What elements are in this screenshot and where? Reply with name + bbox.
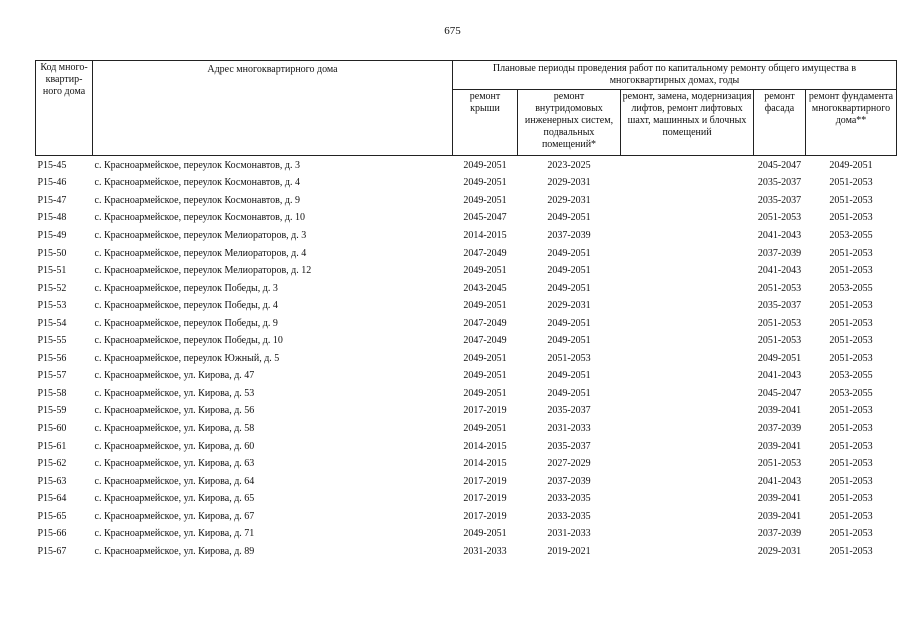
row-address: с. Красноармейское, переулок Победы, д. 3 [94,282,278,294]
row-elevators-period [621,280,754,298]
row-code: P15-65 [37,510,67,522]
row-systems-period: 2049-2051 [547,212,591,224]
row-systems-period: 2035-2037 [547,405,591,417]
row-facade-period: 2037-2039 [757,528,802,540]
row-foundation-period: 2051-2053 [829,265,873,277]
row-systems-period: 2031-2033 [547,422,591,434]
row-address: с. Красноармейское, переулок Мелиораторов, д. 3 [94,229,307,241]
row-elevators-period [621,156,754,175]
row-elevators-period [621,227,754,245]
row-facade-period: 2041-2043 [757,370,802,382]
table-row [36,385,897,403]
row-foundation-period: 2051-2053 [829,300,873,312]
table-row [36,490,897,508]
row-facade-period: 2041-2043 [757,475,802,487]
row-systems-period: 2033-2035 [547,510,591,522]
row-elevators-period [621,438,754,456]
table-row [36,156,897,175]
table-body [36,156,897,561]
row-foundation-period: 2051-2053 [829,194,873,206]
row-systems-period: 2029-2031 [547,194,591,206]
row-address: с. Красноармейское, переулок Победы, д. 4 [94,300,278,312]
header-roof: ремонт крыши [453,89,518,155]
row-address: с. Красноармейское, переулок Космонавтов, д. 9 [94,194,300,206]
row-foundation-period: 2051-2053 [829,422,873,434]
row-facade-period: 2039-2041 [757,493,802,505]
row-address: с. Красноармейское, переулок Мелиораторов, д. 4 [94,247,307,259]
row-code: P15-54 [37,317,67,329]
row-facade-period: 2041-2043 [757,229,802,241]
row-elevators-period [621,368,754,386]
row-foundation-period: 2053-2055 [829,387,873,399]
row-roof-period: 2049-2051 [463,194,507,206]
row-elevators-period [621,262,754,280]
table-row [36,543,897,561]
row-roof-period: 2049-2051 [463,422,507,434]
row-code: P15-60 [37,422,67,434]
row-code: P15-47 [37,194,67,206]
row-facade-period: 2049-2051 [757,352,802,364]
row-elevators-period [621,332,754,350]
row-facade-period: 2051-2053 [757,458,802,470]
row-facade-period: 2037-2039 [757,247,802,259]
row-address: с. Красноармейское, ул. Кирова, д. 71 [94,528,255,540]
row-code: P15-45 [37,159,67,171]
row-foundation-period: 2053-2055 [829,229,873,241]
table-row [36,332,897,350]
row-elevators-period [621,350,754,368]
row-elevators-period [621,403,754,421]
row-systems-period: 2049-2051 [547,387,591,399]
row-foundation-period: 2051-2053 [829,335,873,347]
row-facade-period: 2037-2039 [757,422,802,434]
row-code: P15-53 [37,300,67,312]
row-systems-period: 2019-2021 [547,545,591,557]
row-roof-period: 2045-2047 [463,212,507,224]
row-systems-period: 2049-2051 [547,247,591,259]
table-row [36,455,897,473]
row-roof-period: 2017-2019 [463,405,507,417]
table-row [36,227,897,245]
row-roof-period: 2049-2051 [463,370,507,382]
row-foundation-period: 2051-2053 [829,177,873,189]
row-roof-period: 2017-2019 [463,493,507,505]
row-foundation-period: 2051-2053 [829,545,873,557]
table-row [36,175,897,193]
row-foundation-period: 2051-2053 [829,352,873,364]
table-row [36,192,897,210]
table-row [36,420,897,438]
row-roof-period: 2047-2049 [463,335,507,347]
table-row [36,297,897,315]
row-address: с. Красноармейское, ул. Кирова, д. 47 [94,370,255,382]
row-foundation-period: 2051-2053 [829,317,873,329]
row-foundation-period: 2053-2055 [829,370,873,382]
row-systems-period: 2049-2051 [547,370,591,382]
table-row [36,508,897,526]
table-row [36,262,897,280]
header-code: Код много-квартир-ного дома [36,61,93,156]
row-systems-period: 2049-2051 [547,282,591,294]
row-facade-period: 2045-2047 [757,387,802,399]
row-address: с. Красноармейское, переулок Космонавтов, д. 4 [94,177,300,189]
row-address: с. Красноармейское, ул. Кирова, д. 65 [94,493,255,505]
row-facade-period: 2045-2047 [757,159,802,171]
row-elevators-period [621,508,754,526]
row-facade-period: 2035-2037 [757,300,802,312]
table-row [36,315,897,333]
row-address: с. Красноармейское, ул. Кирова, д. 89 [94,545,255,557]
row-facade-period: 2039-2041 [757,405,802,417]
header-periods: Плановые периоды проведения работ по капитальному ремонту общего имущества в многоквартирных домах, годы [453,61,897,90]
row-address: с. Красноармейское, ул. Кирова, д. 60 [94,440,255,452]
header-systems: ремонт внутридомовых инженерных систем, подвальных помещений* [518,89,621,155]
row-foundation-period: 2051-2053 [829,405,873,417]
row-systems-period: 2031-2033 [547,528,591,540]
row-address: с. Красноармейское, переулок Победы, д. 10 [94,335,283,347]
row-code: P15-49 [37,229,67,241]
row-code: P15-58 [37,387,67,399]
row-elevators-period [621,543,754,561]
header-facade: ремонт фасада [754,89,806,155]
row-address: с. Красноармейское, ул. Кирова, д. 56 [94,405,255,417]
row-systems-period: 2023-2025 [547,159,591,171]
row-address: с. Красноармейское, ул. Кирова, д. 63 [94,458,255,470]
row-address: с. Красноармейское, переулок Южный, д. 5 [94,352,280,364]
row-address: с. Красноармейское, ул. Кирова, д. 67 [94,510,255,522]
row-systems-period: 2049-2051 [547,335,591,347]
repair-schedule-table [35,60,897,561]
row-systems-period: 2029-2031 [547,300,591,312]
row-code: P15-48 [37,212,67,224]
header-foundation: ремонт фундамента многоквартирного дома** [806,89,897,155]
row-roof-period: 2031-2033 [463,545,507,557]
row-facade-period: 2051-2053 [757,212,802,224]
row-code: P15-57 [37,370,67,382]
row-facade-period: 2039-2041 [757,440,802,452]
table-row [36,280,897,298]
table-row [36,525,897,543]
row-roof-period: 2049-2051 [463,352,507,364]
row-roof-period: 2047-2049 [463,247,507,259]
row-elevators-period [621,490,754,508]
row-roof-period: 2017-2019 [463,475,507,487]
row-code: P15-52 [37,282,67,294]
header-elevators: ремонт, замена, модернизация лифтов, ремонт лифтовых шахт, машинных и блочных помещений [621,89,754,155]
row-address: с. Красноармейское, переулок Космонавтов, д. 3 [94,159,300,171]
row-elevators-period [621,455,754,473]
row-code: P15-50 [37,247,67,259]
table-row [36,245,897,263]
row-elevators-period [621,192,754,210]
page-number: 675 [444,25,461,37]
row-facade-period: 2035-2037 [757,194,802,206]
row-elevators-period [621,473,754,491]
row-facade-period: 2041-2043 [757,265,802,277]
row-code: P15-51 [37,265,67,277]
row-roof-period: 2043-2045 [463,282,507,294]
row-systems-period: 2049-2051 [547,317,591,329]
row-elevators-period [621,420,754,438]
row-code: P15-63 [37,475,67,487]
row-systems-period: 2033-2035 [547,493,591,505]
table-row [36,403,897,421]
row-elevators-period [621,210,754,228]
row-systems-period: 2049-2051 [547,265,591,277]
row-elevators-period [621,385,754,403]
row-facade-period: 2035-2037 [757,177,802,189]
row-roof-period: 2049-2051 [463,265,507,277]
row-facade-period: 2051-2053 [757,317,802,329]
row-roof-period: 2049-2051 [463,177,507,189]
row-code: P15-55 [37,335,67,347]
row-foundation-period: 2051-2053 [829,458,873,470]
table-header [36,61,897,156]
row-foundation-period: 2051-2053 [829,493,873,505]
row-roof-period: 2017-2019 [463,510,507,522]
row-address: с. Красноармейское, переулок Мелиораторов, д. 12 [94,265,312,277]
row-code: P15-56 [37,352,67,364]
row-roof-period: 2049-2051 [463,300,507,312]
row-facade-period: 2051-2053 [757,282,802,294]
row-roof-period: 2049-2051 [463,159,507,171]
row-address: с. Красноармейское, ул. Кирова, д. 53 [94,387,255,399]
row-foundation-period: 2053-2055 [829,282,873,294]
table-row [36,368,897,386]
row-facade-period: 2039-2041 [757,510,802,522]
row-code: P15-46 [37,177,67,189]
row-roof-period: 2014-2015 [463,440,507,452]
row-facade-period: 2051-2053 [757,335,802,347]
row-code: P15-64 [37,493,67,505]
row-code: P15-66 [37,528,67,540]
table-row [36,438,897,456]
table-row [36,210,897,228]
row-foundation-period: 2051-2053 [829,510,873,522]
row-address: с. Красноармейское, ул. Кирова, д. 64 [94,475,255,487]
row-roof-period: 2014-2015 [463,458,507,470]
row-address: с. Красноармейское, ул. Кирова, д. 58 [94,422,255,434]
row-roof-period: 2049-2051 [463,387,507,399]
row-systems-period: 2037-2039 [547,475,591,487]
row-code: P15-59 [37,405,67,417]
row-code: P15-62 [37,458,67,470]
row-address: с. Красноармейское, переулок Космонавтов, д. 10 [94,212,305,224]
row-code: P15-67 [37,545,67,557]
row-foundation-period: 2051-2053 [829,440,873,452]
row-elevators-period [621,245,754,263]
row-foundation-period: 2051-2053 [829,247,873,259]
row-foundation-period: 2051-2053 [829,212,873,224]
row-systems-period: 2051-2053 [547,352,591,364]
row-elevators-period [621,315,754,333]
row-elevators-period [621,175,754,193]
row-elevators-period [621,525,754,543]
table-row [36,473,897,491]
row-elevators-period [621,297,754,315]
header-address: Адрес многоквартирного дома [93,61,453,156]
row-foundation-period: 2051-2053 [829,528,873,540]
row-address: с. Красноармейское, переулок Победы, д. 9 [94,317,278,329]
row-systems-period: 2037-2039 [547,229,591,241]
row-roof-period: 2047-2049 [463,317,507,329]
row-facade-period: 2029-2031 [757,545,802,557]
row-systems-period: 2029-2031 [547,177,591,189]
row-roof-period: 2014-2015 [463,229,507,241]
row-foundation-period: 2051-2053 [829,475,873,487]
row-systems-period: 2027-2029 [547,458,591,470]
table-row [36,350,897,368]
row-foundation-period: 2049-2051 [829,159,873,171]
row-systems-period: 2035-2037 [547,440,591,452]
row-roof-period: 2049-2051 [463,528,507,540]
row-code: P15-61 [37,440,67,452]
